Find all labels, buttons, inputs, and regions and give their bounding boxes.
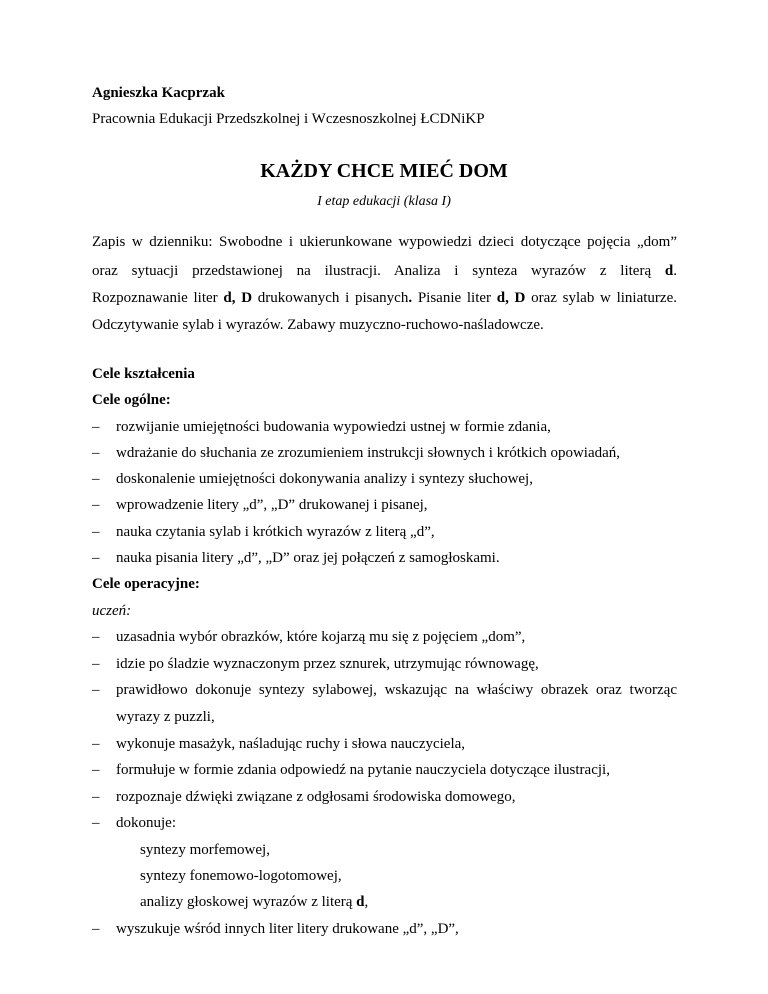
- list-dash: –: [92, 629, 100, 645]
- intro-bold-letter: d: [664, 263, 674, 279]
- sub-item-bold-letter: d: [356, 894, 365, 910]
- list-dash: –: [92, 762, 100, 778]
- student-label: uczeń:: [92, 603, 132, 619]
- sub-item-text: ,: [364, 894, 369, 910]
- list-dash: –: [92, 656, 100, 672]
- author-name: Agnieszka Kacprzak: [92, 85, 225, 101]
- intro-bold-letters: d, D: [496, 290, 526, 306]
- list-item: doskonalenie umiejętności dokonywania analizy i syntezy słuchowej,: [116, 471, 533, 487]
- page-title: KAŻDY CHCE MIEĆ DOM: [260, 160, 508, 182]
- list-dash: –: [92, 471, 100, 487]
- list-item: wprowadzenie litery „d”, „D” drukowanej i pisanej,: [116, 497, 428, 513]
- list-item: formułuje w formie zdania odpowiedź na pytanie nauczyciela dotyczące ilustracji,: [116, 762, 610, 778]
- intro-text: oraz sylab w liniaturze.: [525, 290, 677, 306]
- list-dash: –: [92, 736, 100, 752]
- section-heading-education-goals: Cele kształcenia: [92, 366, 195, 382]
- list-item: rozpoznaje dźwięki związane z odgłosami środowiska domowego,: [116, 789, 516, 805]
- intro-text: drukowanych i pisanych: [252, 290, 409, 306]
- list-dash: –: [92, 524, 100, 540]
- page-subtitle: I etap edukacji (klasa I): [317, 194, 451, 209]
- intro-text: Rozpoznawanie liter: [92, 290, 224, 306]
- list-item: nauka pisania litery „d”, „D” oraz jej połączeń z samogłoskami.: [116, 550, 500, 566]
- list-item: wdrażanie do słuchania ze zrozumieniem instrukcji słownych i krótkich opowiadań,: [116, 445, 621, 461]
- sub-item-text: analizy głoskowej wyrazów z literą: [140, 894, 357, 910]
- institution-name: Pracownia Edukacji Przedszkolnej i Wczesnoszkolnej ŁCDNiKP: [92, 111, 485, 127]
- list-item: idzie po śladzie wyznaczonym przez sznurek, utrzymując równowagę,: [116, 656, 539, 672]
- intro-line-4: Odczytywanie sylab i wyrazów. Zabawy muzyczno-ruchowo-naśladowcze.: [92, 317, 544, 333]
- list-dash: –: [92, 497, 100, 513]
- intro-bold-dot: .: [408, 290, 413, 306]
- intro-text: Pisanie liter: [412, 290, 497, 306]
- list-dash: –: [92, 419, 100, 435]
- list-dash: –: [92, 789, 100, 805]
- intro-text: .: [673, 263, 677, 279]
- list-item: rozwijanie umiejętności budowania wypowiedzi ustnej w formie zdania,: [116, 419, 551, 435]
- list-dash: –: [92, 550, 100, 566]
- list-item: uzasadnia wybór obrazków, które kojarzą mu się z pojęciem „dom”,: [116, 629, 526, 645]
- intro-line-2: [92, 262, 677, 280]
- list-item: nauka czytania sylab i krótkich wyrazów z literą „d”,: [116, 524, 435, 540]
- list-item-continuation: wyrazy z puzzli,: [116, 709, 215, 725]
- list-item: prawidłowo dokonuje syntezy sylabowej, wskazując na właściwy obrazek oraz tworząc: [116, 682, 677, 698]
- list-dash: –: [92, 445, 100, 461]
- sub-list-item: syntezy morfemowej,: [140, 842, 270, 858]
- sub-list-item: syntezy fonemowo-logotomowej,: [140, 868, 342, 884]
- intro-text: oraz sytuacji przedstawionej na ilustracji. Analiza i synteza wyrazów z literą: [92, 263, 665, 279]
- list-dash: –: [92, 921, 100, 937]
- section-heading-operational-goals: Cele operacyjne:: [92, 576, 200, 592]
- list-item: dokonuje:: [116, 815, 176, 831]
- list-item: wykonuje masażyk, naśladując ruchy i słowa nauczyciela,: [116, 736, 466, 752]
- list-item: wyszukuje wśród innych liter litery drukowane „d”, „D”,: [116, 921, 459, 937]
- intro-line-3: [92, 289, 677, 307]
- section-heading-general-goals: Cele ogólne:: [92, 392, 171, 408]
- list-dash: –: [92, 682, 100, 698]
- list-dash: –: [92, 815, 100, 831]
- intro-line-1: Zapis w dzienniku: Swobodne i ukierunkowane wypowiedzi dzieci dotyczące pojęcia „dom”: [92, 234, 677, 250]
- intro-bold-letters: d, D: [223, 290, 253, 306]
- sub-list-item: [140, 893, 368, 911]
